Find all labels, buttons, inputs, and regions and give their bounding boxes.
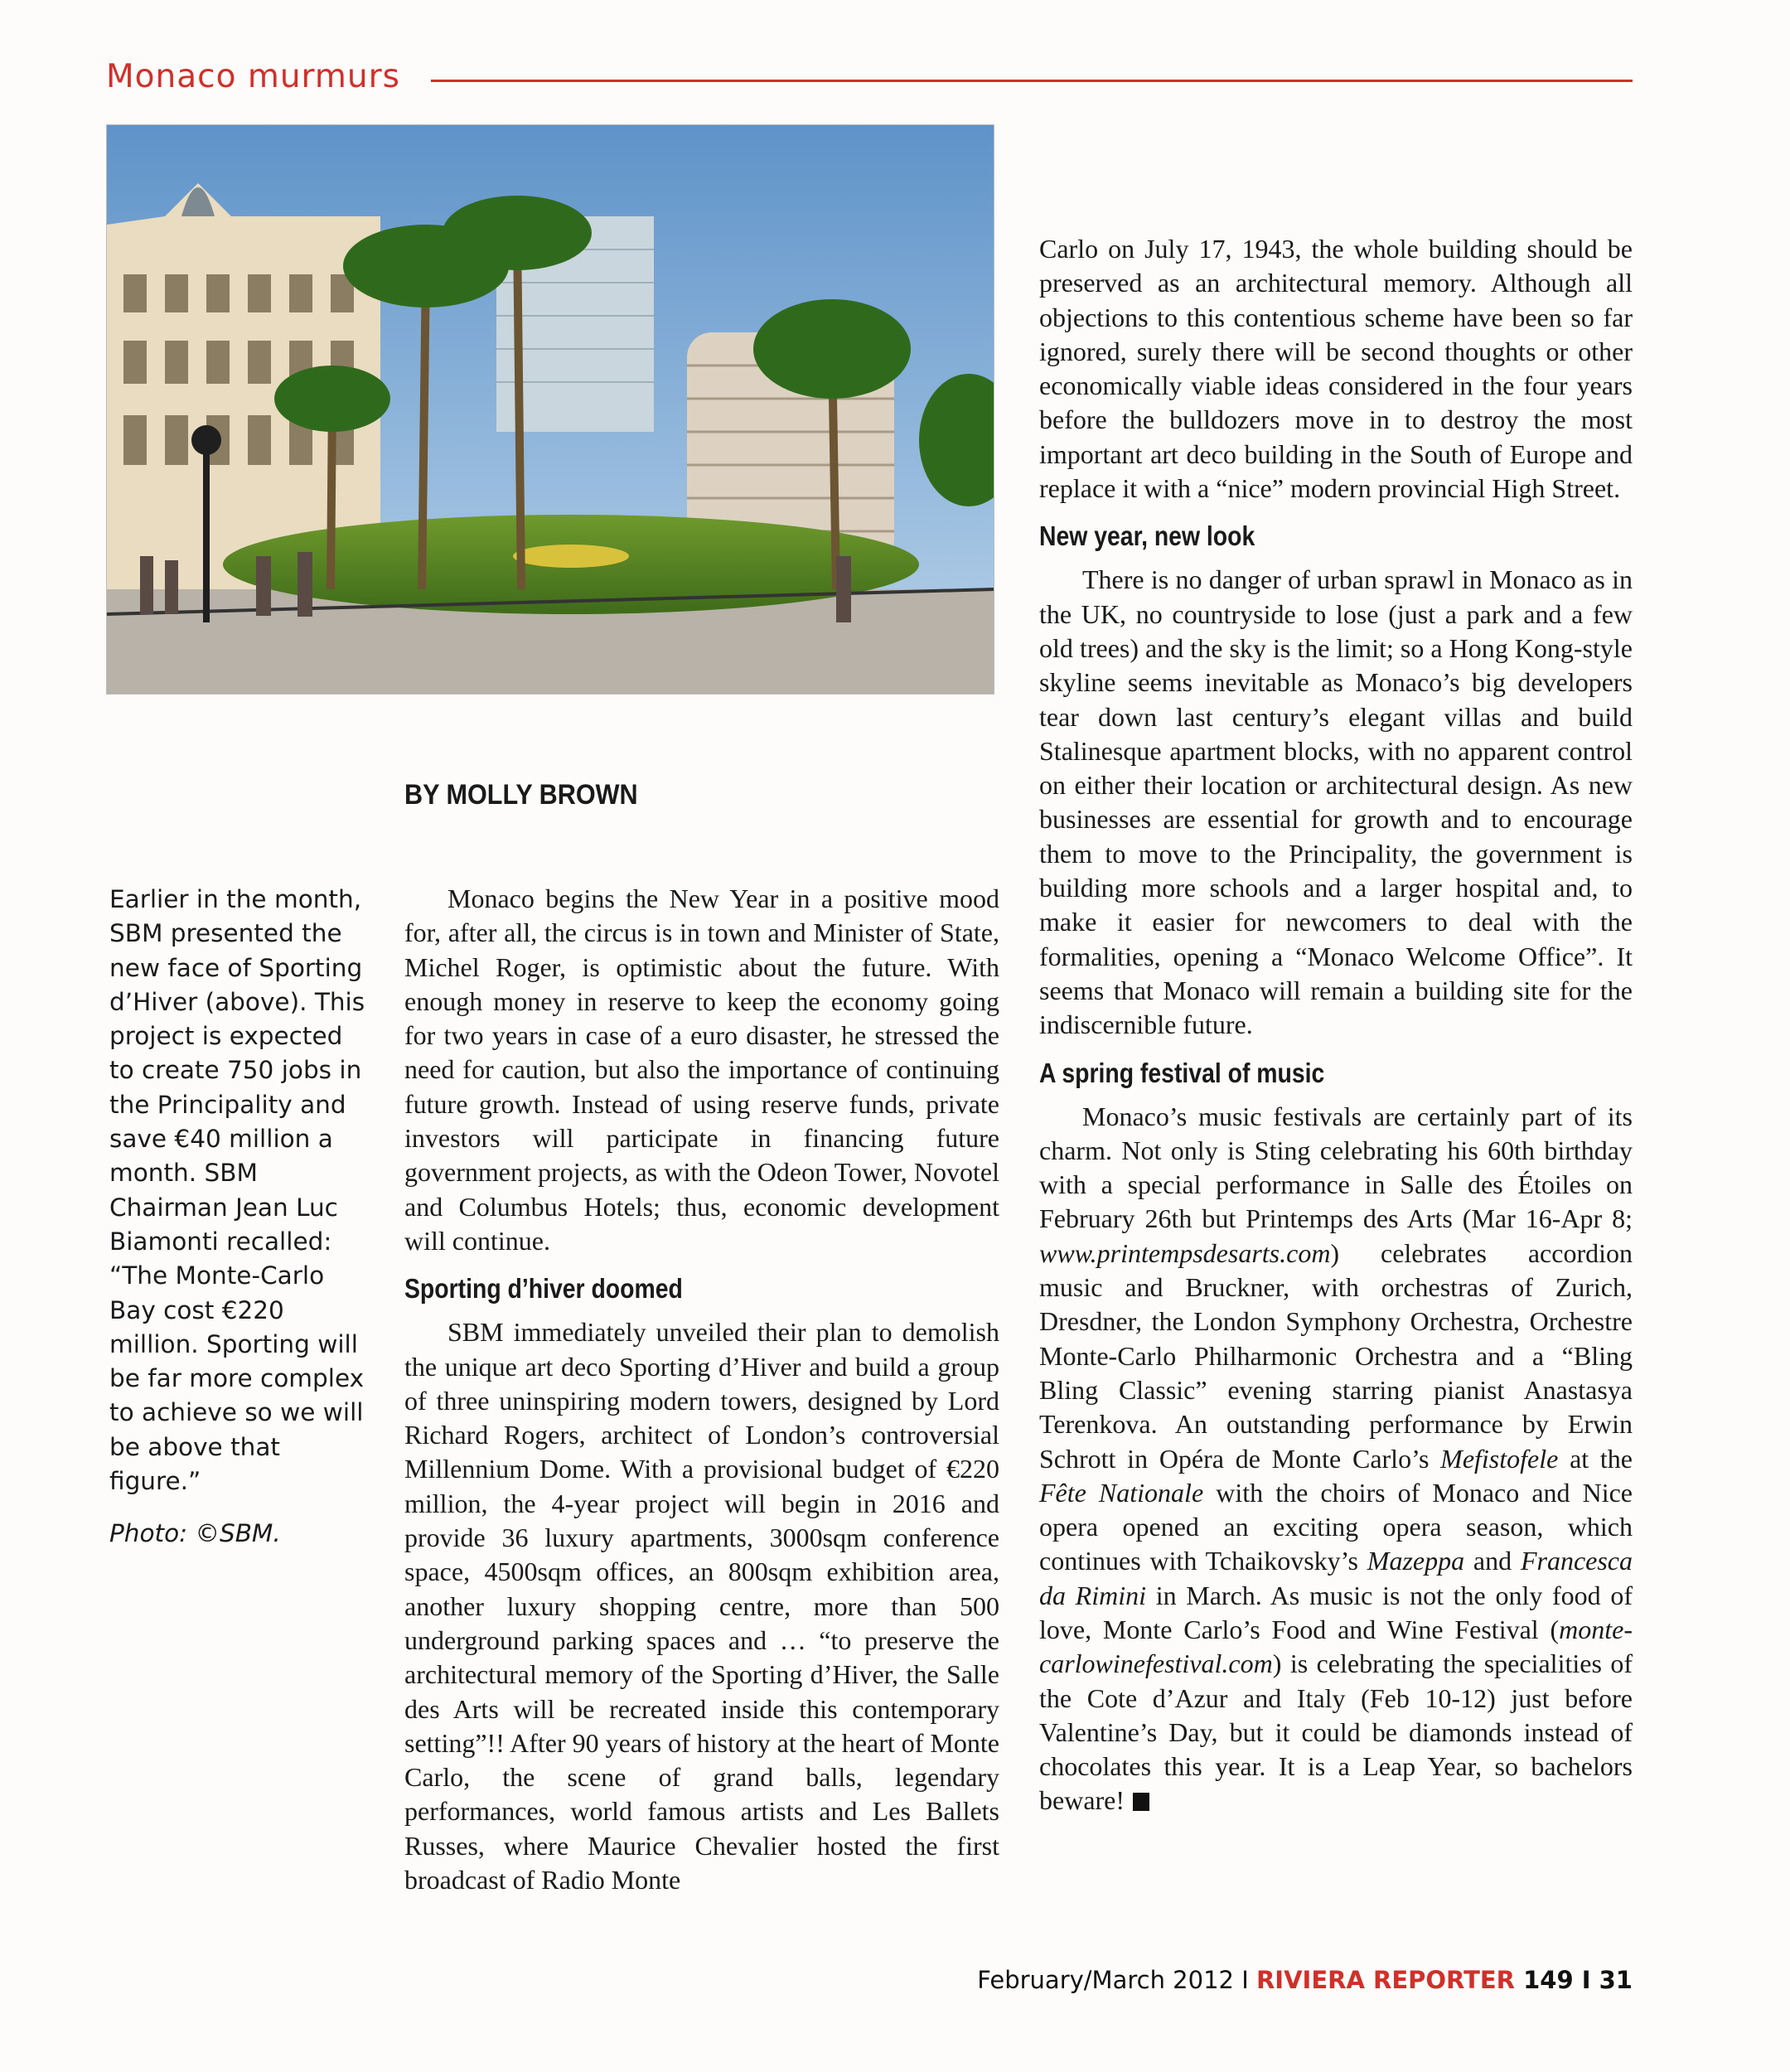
magazine-name: RIVIERA REPORTER (1255, 1966, 1516, 1994)
music-text: in March. As music is not the only food of love, Monte Carlo’s Food and Wine Festival ( (1039, 1580, 1633, 1644)
photo-credit: Photo: ©SBM. (109, 1519, 281, 1548)
issue-date: February/March 2012 I (977, 1966, 1256, 1994)
article-column-right (1039, 232, 1633, 1818)
article-paragraph-sporting-continued: Carlo on July 17, 1943, the whole building should be preserved as an architectural memory. Although all objections to this contentious scheme have been so far ignored, surely there will be second thoughts or other economically viable ideas considered in the four years before the bulldozers move in to destroy the most important art deco building in the South of Europe and replace it with a “nice” modern provincial High Street. (1039, 234, 1633, 504)
hotel-de-paris-photo-icon (107, 125, 994, 694)
music-text: ) is celebrating the specialities of the Cote d’Azur and Italy (Feb 10-12) just before Valentine’s Day, but it could be diamonds instead of chocolates this year. It is a Leap Year, so bachelors beware! (1039, 1648, 1633, 1816)
opera-title: Mazeppa (1367, 1546, 1465, 1576)
article-paragraph-new-look: There is no danger of urban sprawl in Monaco as in the UK, no countryside to lose (just a park and a few old trees) and the sky is the limit; so a Hong Kong-style skyline seems inevitable as Monaco’s big developers tear down last century’s elegant villas and build Stalinesque apartment blocks, with no apparent control on either their location or architectural design. As new businesses are essential for growth and to encourage them to move to the Principality, the government is building more schools and a larger hospital and, to make it easier for newcomers to deal with the formalities, opening a “Monaco Welcome Office”. It seems that Monaco will remain a building site for the indiscernible future. (1039, 564, 1633, 1040)
music-text: Monaco’s music festivals are certainly part of its charm. Not only is Sting celebrating his 60th birthday with a special performance in Salle des Étoiles on February 26th but Printemps des Arts (Mar 16-Apr 8; (1039, 1101, 1633, 1234)
article-intro-paragraph: Monaco begins the New Year in a positive mood for, after all, the circus is in town and Minister of State, Michel Roger, is optimistic about the future. With enough money in reserve to keep the economy going for two years in case of a euro disaster, he stressed the need for caution, but also the importance of continuing future growth. Instead of using reserve funds, private investors will participate in financing future government projects, as with the Odeon Tower, Novotel and Columbus Hotels; thus, economic development will continue. (404, 884, 999, 1256)
opera-title: Francesca da Rimini (1039, 1546, 1633, 1610)
music-text: at the (1558, 1443, 1633, 1474)
section-divider (431, 80, 1633, 82)
photo-caption (109, 883, 375, 1552)
article-byline: BY MOLLY BROWN (404, 779, 638, 811)
page-footer (977, 1966, 1633, 1994)
article-column-middle (404, 882, 999, 1897)
opera-title: Mefistofele (1440, 1443, 1559, 1474)
printemps-url: www.printempsdesarts.com (1039, 1237, 1331, 1268)
end-of-article-icon (1133, 1793, 1149, 1811)
wine-festival-url: monte-carlowinefestival.com (1039, 1614, 1633, 1679)
article-paragraph-music (1039, 1100, 1633, 1818)
caption-text: Earlier in the month, SBM presented the new face of Sporting d’Hiver (above). This project is expected to create 750 jobs in the Principality and save €40 million a month. SBM Chairman Jean Luc Biamonti recalled: “The Monte-Carlo Bay cost €220 million. Sporting will be far more complex to achieve so we will be above that figure.” (109, 885, 365, 1496)
event-title: Fête Nationale (1039, 1477, 1204, 1508)
music-text: and (1464, 1546, 1521, 1576)
issue-page-number: 149 I 31 (1515, 1966, 1633, 1994)
subheading-new-year-new-look: New year, new look (1039, 520, 1255, 552)
subheading-spring-festival: A spring festival of music (1039, 1057, 1325, 1088)
music-text: ) celebrates accordion music and Bruckner, with orchestras of Zurich, Dresdner, the London Symphony Orchestra, Orchestre Monte-Carlo Philharmonic Orchestra and a “Bling Bling Classic” evening starring pianist Anastasya Terenkova. An outstanding performance by Erwin Schrott in Opéra de Monte Carlo’s (1039, 1237, 1633, 1474)
section-title: Monaco murmurs (106, 58, 400, 95)
music-text: with the choirs of Monaco and Nice opera opened an exciting opera season, which continues with Tchaikovsky’s (1039, 1477, 1633, 1576)
article-paragraph-sporting: SBM immediately unveiled their plan to demolish the unique art deco Sporting d’Hiver and build a group of three uninspiring modern towers, designed by Lord Richard Rogers, architect of London’s controversial Millennium Dome. With a provisional budget of €220 million, the 4-year project will begin in 2016 and provide 36 luxury apartments, 3000sqm conference space, 4500sqm offices, an 800sqm exhibition area, another luxury shopping centre, more than 500 underground parking spaces and … “to preserve the architectural memory of the Sporting d’Hiver, the Salle des Arts will be recreated inside this contemporary setting”!! After 90 years of history at the heart of Monte Carlo, the scene of grand balls, legendary performances, world famous artists and Les Ballets Russes, where Maurice Chevalier hosted the first broadcast of Radio Monte (404, 1317, 999, 1895)
article-photo (106, 124, 994, 695)
subheading-sporting-dhiver: Sporting d’hiver doomed (404, 1273, 683, 1305)
